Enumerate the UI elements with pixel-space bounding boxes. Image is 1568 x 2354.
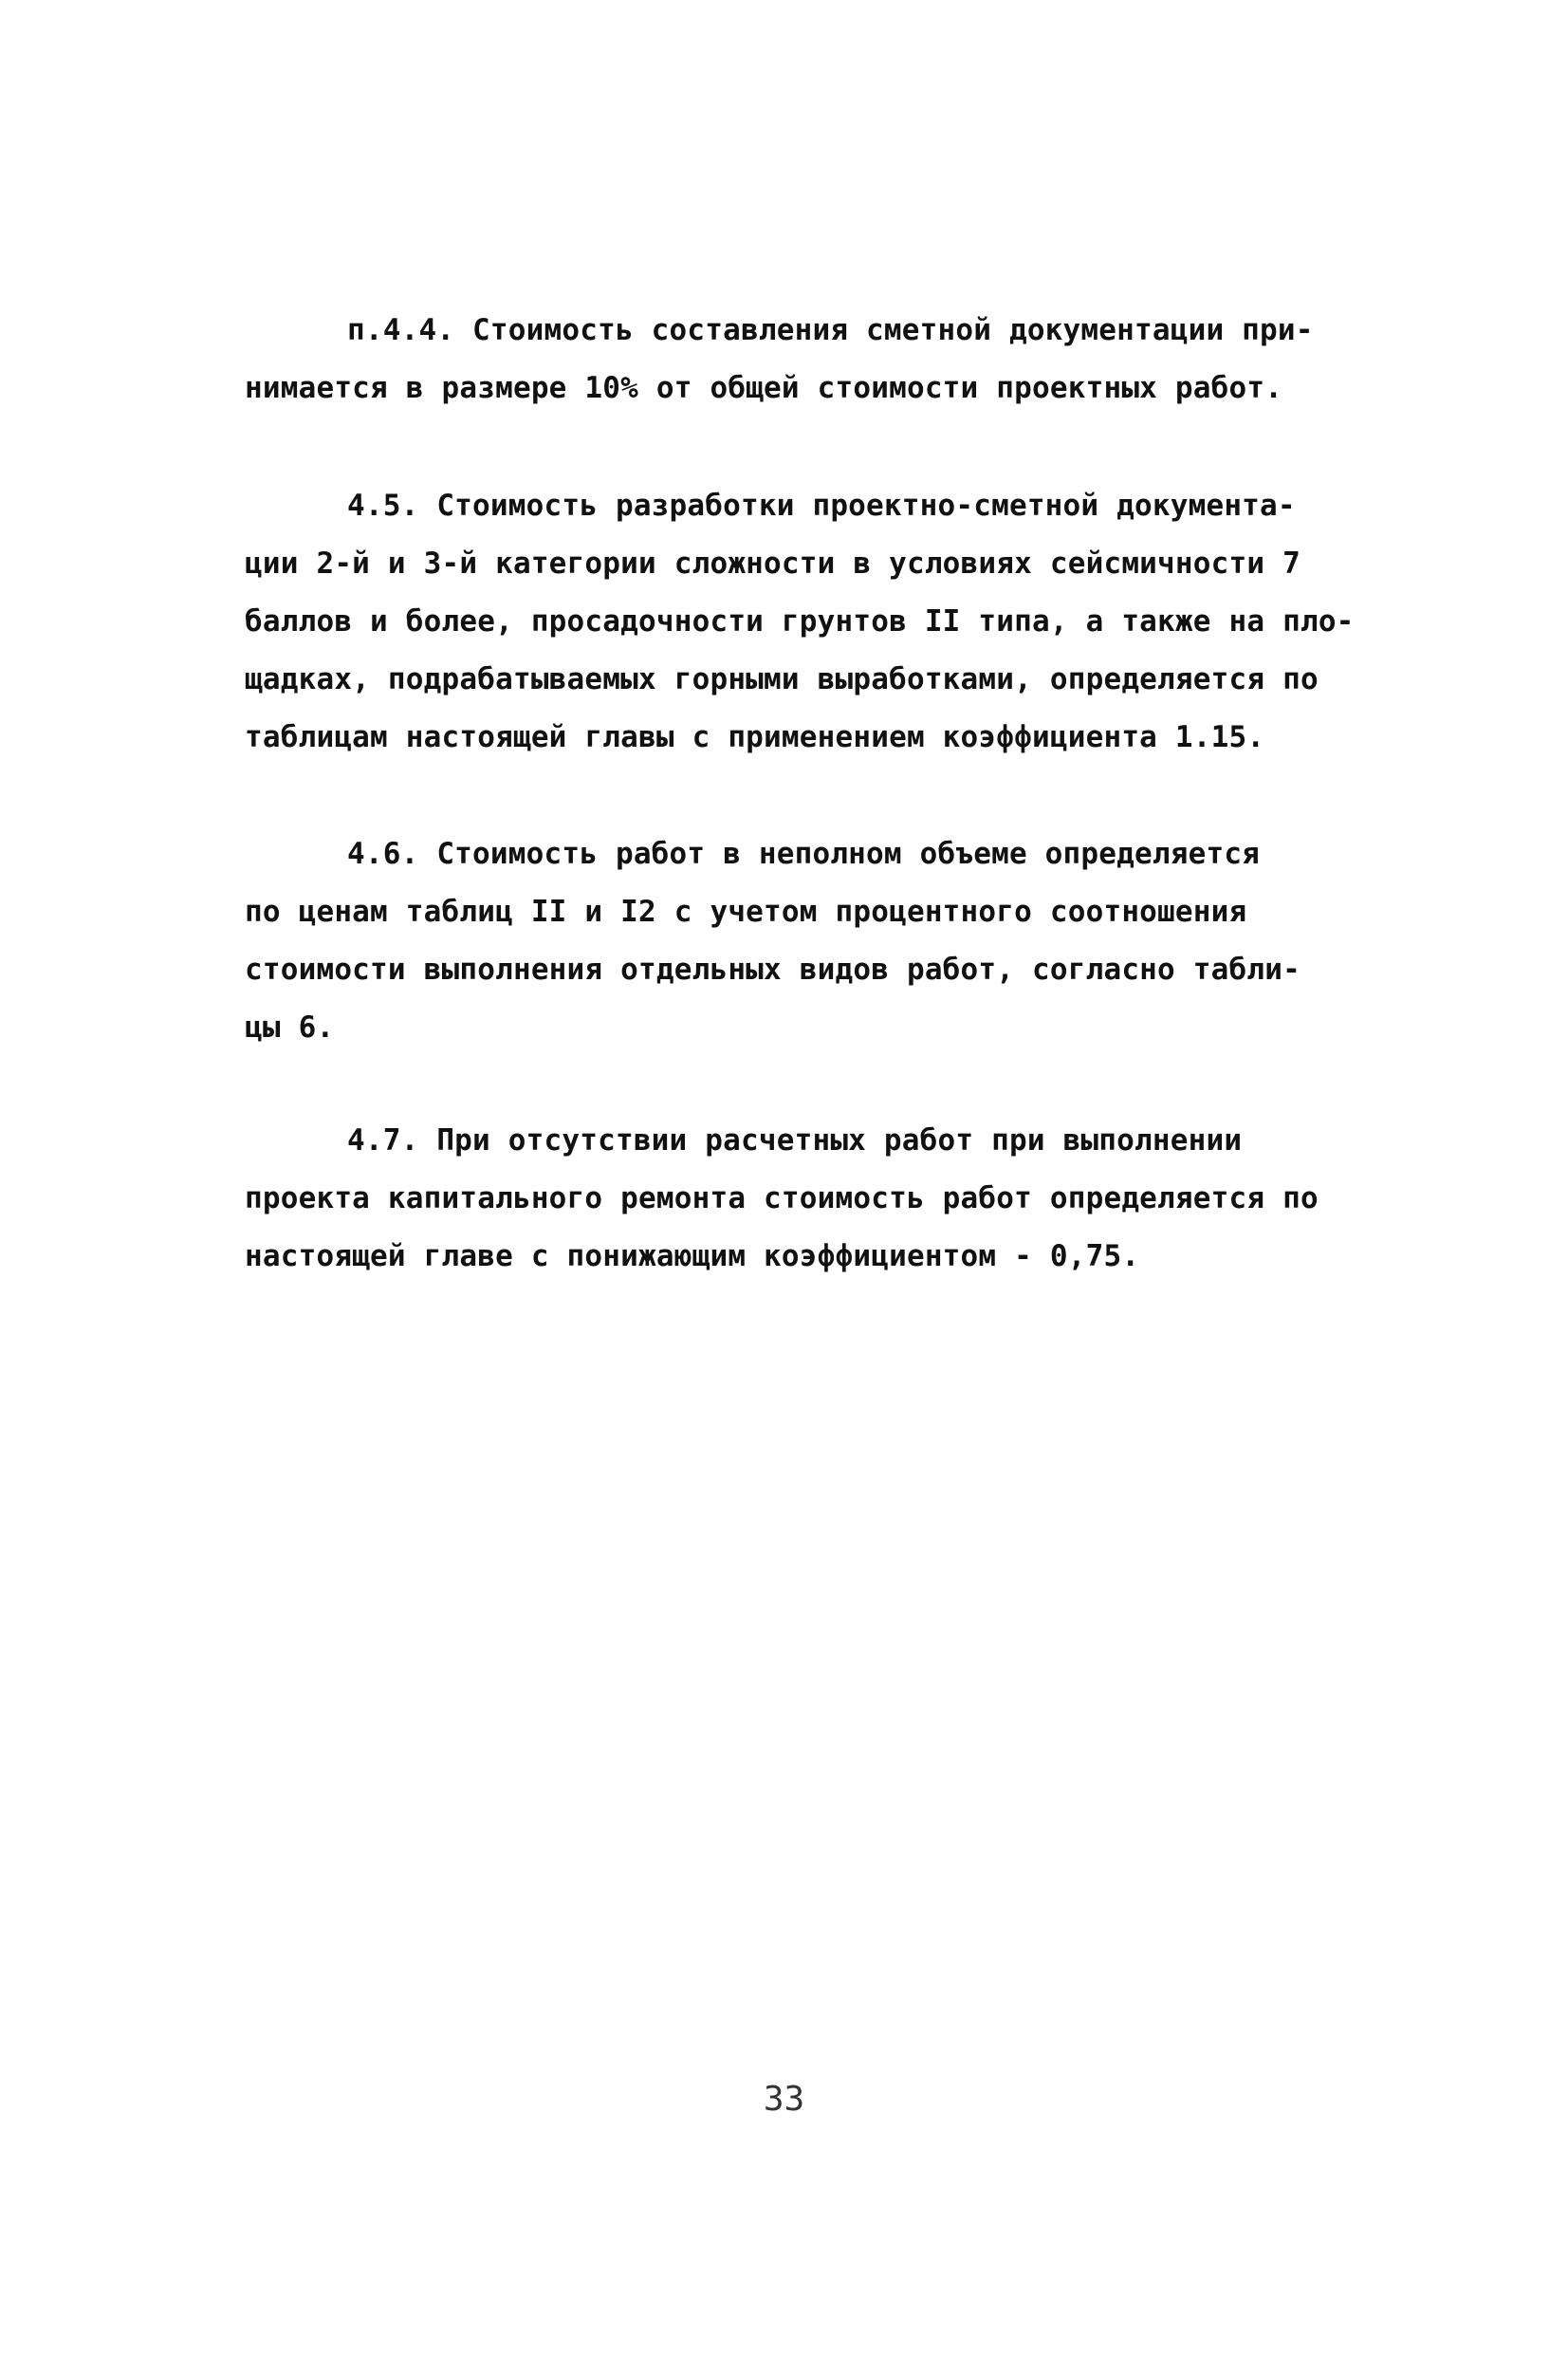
paragraph-line: 4.6. Стоимость работ в неполном объеме определяется bbox=[347, 837, 1261, 871]
page-number: 33 bbox=[763, 2080, 805, 2119]
paragraph-line: 4.5. Стоимость разработки проектно-сметной документа- bbox=[347, 489, 1296, 523]
paragraph-4-5 bbox=[245, 477, 1355, 767]
paragraph-line: ции 2-й и 3-й категории сложности в условиях сейсмичности 7 bbox=[245, 547, 1301, 581]
paragraph-4-6 bbox=[245, 825, 1336, 1057]
paragraph-4-7 bbox=[245, 1112, 1336, 1286]
paragraph-line: нимается в размере 10% от общей стоимости проектных работ. bbox=[245, 371, 1283, 405]
paragraph-4-4 bbox=[245, 302, 1336, 417]
paragraph-line: щадках, подрабатываемых горными выработками, определяется по bbox=[245, 662, 1319, 696]
paragraph-line: по ценам таблиц II и I2 с учетом процентного соотношения bbox=[245, 895, 1247, 929]
paragraph-line: проекта капитального ремонта стоимость работ определяется по bbox=[245, 1181, 1319, 1215]
paragraph-line: стоимости выполнения отдельных видов работ, согласно табли- bbox=[245, 953, 1301, 987]
paragraph-line: баллов и более, просадочности грунтов II типа, а также на пло- bbox=[245, 604, 1355, 639]
paragraph-line: 4.7. При отсутствии расчетных работ при выполнении bbox=[347, 1123, 1243, 1158]
paragraph-line: цы 6. bbox=[245, 1010, 335, 1045]
paragraph-line: настоящей главе с понижающим коэффициентом - 0,75. bbox=[245, 1239, 1140, 1273]
paragraph-line: п.4.4. Стоимость составления сметной документации при- bbox=[347, 313, 1314, 347]
paragraph-line: таблицам настоящей главы с применением коэффициента 1.15. bbox=[245, 720, 1265, 754]
